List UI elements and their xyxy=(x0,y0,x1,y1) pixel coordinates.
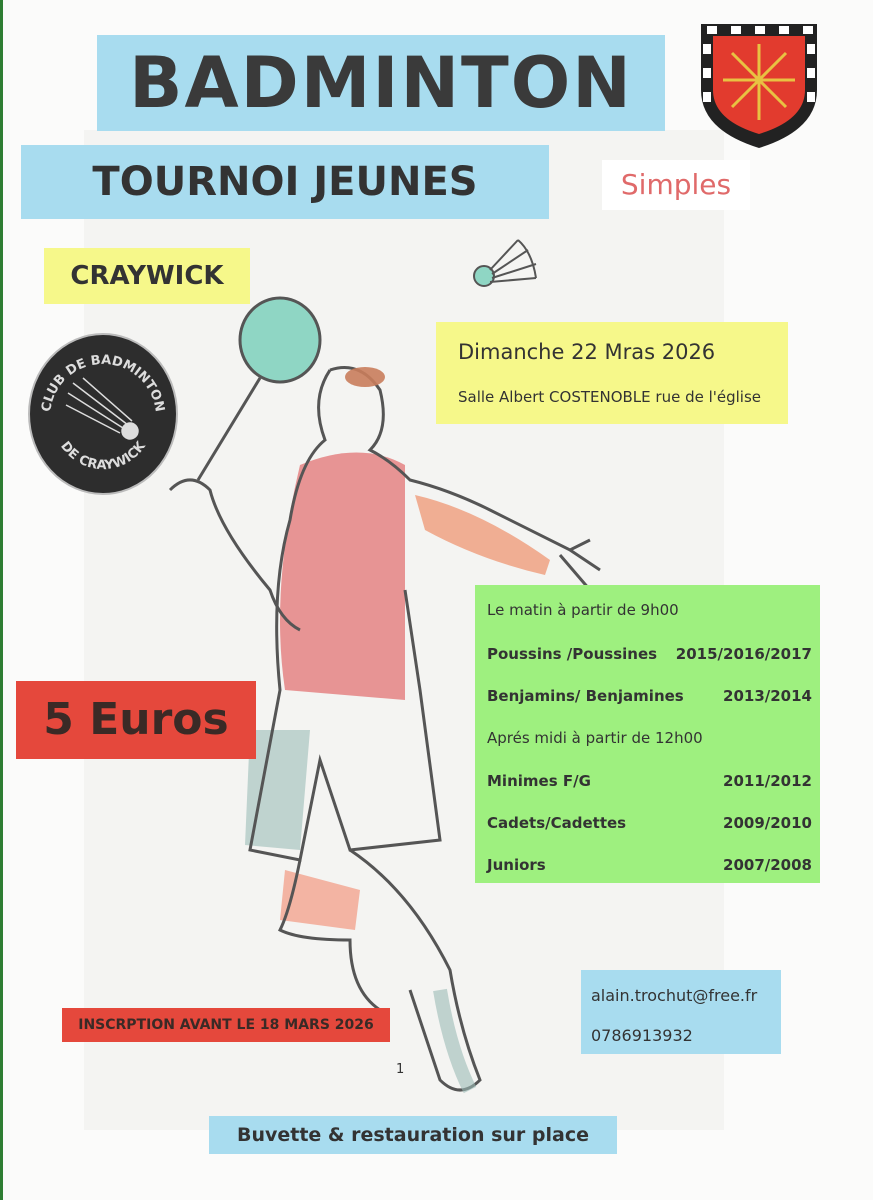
category-name: Benjamins/ Benjamines xyxy=(487,687,684,705)
category-row xyxy=(487,687,812,709)
category-row xyxy=(487,645,812,667)
category-name: Cadets/Cadettes xyxy=(487,814,627,832)
contact-email[interactable]: alain.trochut@free.fr xyxy=(591,986,758,1005)
category-years: 2013/2014 xyxy=(723,687,812,705)
schedule-header-text: Aprés midi à partir de 12h00 xyxy=(487,729,703,747)
category-row xyxy=(487,772,812,794)
page-title: BADMINTON xyxy=(97,35,665,131)
contact-phone[interactable]: 0786913932 xyxy=(591,1026,693,1045)
category-row xyxy=(487,814,812,836)
category-name: Juniors xyxy=(487,856,546,874)
event-type-label: Simples xyxy=(602,160,750,210)
registration-deadline: INSCRPTION AVANT LE 18 MARS 2026 xyxy=(62,1008,390,1042)
shuttlecock-icon xyxy=(470,232,542,292)
schedule-header-text: Le matin à partir de 9h00 xyxy=(487,601,679,619)
schedule-box xyxy=(475,585,820,883)
club-badge-logo xyxy=(28,333,178,495)
category-row xyxy=(487,856,812,878)
town-label: CRAYWICK xyxy=(44,248,250,304)
category-name: Minimes F/G xyxy=(487,772,591,790)
page-subtitle: TOURNOI JEUNES xyxy=(21,145,549,219)
scan-edge xyxy=(0,0,3,1200)
contact-box xyxy=(581,970,781,1054)
category-name: Poussins /Poussines xyxy=(487,645,658,663)
club-badge-line2: DE CRAYWICK xyxy=(57,438,149,474)
refreshments-banner: Buvette & restauration sur place xyxy=(209,1116,617,1154)
event-venue: Salle Albert COSTENOBLE rue de l'église xyxy=(458,388,762,406)
schedule-header-afternoon xyxy=(487,729,812,751)
date-venue-box xyxy=(436,322,788,424)
category-years: 2007/2008 xyxy=(723,856,812,874)
club-badge-line1: CLUB DE BADMINTON xyxy=(39,352,167,414)
page-number: 1 xyxy=(396,1062,405,1077)
entry-price: 5 Euros xyxy=(16,681,256,759)
category-years: 2011/2012 xyxy=(723,772,812,790)
schedule-header-morning xyxy=(487,601,812,623)
event-date: Dimanche 22 Mras 2026 xyxy=(458,340,716,364)
crest-icon xyxy=(697,20,821,150)
category-years: 2015/2016/2017 xyxy=(675,645,812,663)
category-years: 2009/2010 xyxy=(723,814,812,832)
